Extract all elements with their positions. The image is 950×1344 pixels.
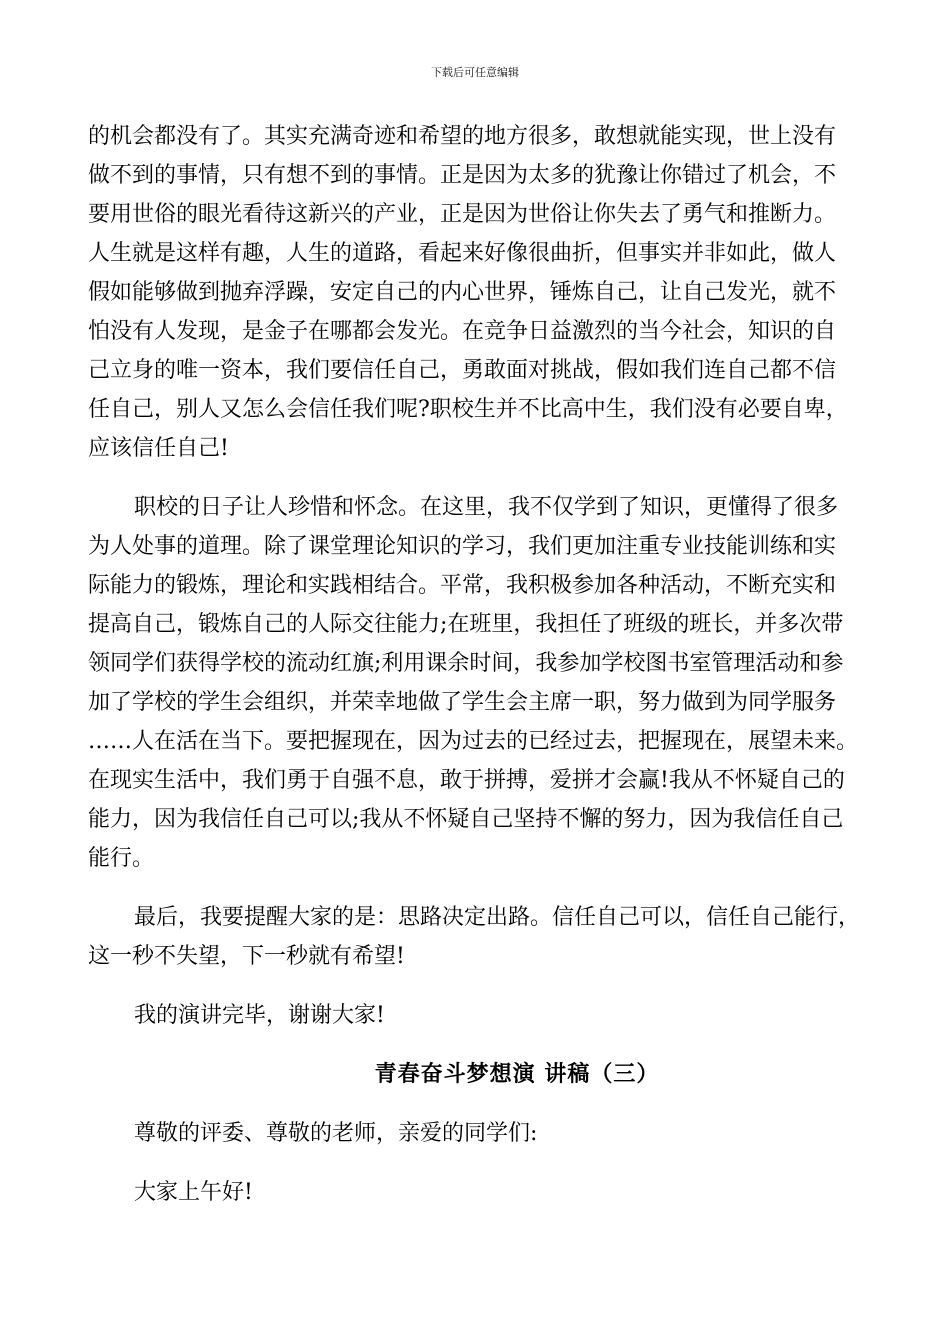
text-line: 假如能够做到抛弃浮躁，安定自己的内心世界，锤炼自己，让自己发光，就不 bbox=[88, 280, 837, 305]
text-line: 尊敬的评委、尊敬的老师，亲爱的同学们: bbox=[134, 1121, 538, 1146]
text-line: 我的演讲完毕，谢谢大家! bbox=[134, 1003, 385, 1028]
text-line: 加了学校的学生会组织，并荣幸地做了学生会主席一职，努力做到为同学服务 bbox=[88, 690, 837, 715]
paragraph-3 bbox=[88, 898, 860, 976]
text-line: 在现实生活中，我们勇于自强不息，敢于拼搏，爱拼才会赢!我从不怀疑自己的 bbox=[88, 768, 845, 793]
text-line: 最后，我要提醒大家的是：思路决定出路。信任自己可以，信任自己能行， bbox=[134, 905, 861, 930]
salutation bbox=[88, 1114, 860, 1153]
text-line: 的机会都没有了。其实充满奇迹和希望的地方很多，敢想就能实现，世上没有 bbox=[88, 124, 837, 149]
greeting bbox=[88, 1173, 860, 1212]
text-line: 怕没有人发现，是金子在哪都会发光。在竞争日益激烈的当今社会，知识的自 bbox=[88, 319, 837, 344]
text-line: 能力，因为我信任自己可以;我从不怀疑自己坚持不懈的努力，因为我信任自己 bbox=[88, 807, 844, 832]
text-line: 大家上午好! bbox=[134, 1180, 253, 1205]
document-body bbox=[88, 117, 860, 1212]
text-line: 领同学们获得学校的流动红旗;利用课余时间，我参加学校图书室管理活动和参 bbox=[88, 651, 844, 676]
text-line: 为人处事的道理。除了课堂理论知识的学习，我们更加注重专业技能训练和实 bbox=[88, 534, 837, 559]
section-heading: 青春奋斗梦想演 讲稿（三） bbox=[374, 1061, 660, 1087]
paragraph-4 bbox=[88, 996, 860, 1035]
text-line: ……人在活在当下。要把握现在，因为过去的已经过去，把握现在，展望未来。 bbox=[88, 729, 859, 754]
text-line: 要用世俗的眼光看待这新兴的产业，正是因为世俗让你失去了勇气和推断力。 bbox=[88, 202, 837, 227]
text-line: 己立身的唯一资本，我们要信任自己，勇敢面对挑战，假如我们连自己都不信 bbox=[88, 358, 837, 383]
text-line: 职校的日子让人珍惜和怀念。在这里，我不仅学到了知识，更懂得了很多 bbox=[134, 495, 839, 520]
text-line: 际能力的锻炼，理论和实践相结合。平常，我积极参加各种活动，不断充实和 bbox=[88, 573, 837, 598]
text-line: 人生就是这样有趣，人生的道路，看起来好像很曲折，但事实并非如此，做人 bbox=[88, 241, 837, 266]
page-header-note: 下载后可任意编辑 bbox=[431, 66, 519, 79]
text-line: 做不到的事情，只有想不到的事情。正是因为太多的犹豫让你错过了机会，不 bbox=[88, 163, 837, 188]
text-line: 应该信任自己! bbox=[88, 436, 229, 461]
paragraph-2 bbox=[88, 488, 860, 878]
text-line: 能行。 bbox=[88, 846, 155, 871]
text-line: 这一秒不失望，下一秒就有希望! bbox=[88, 944, 405, 969]
text-line: 任自己，别人又怎么会信任我们呢?职校生并不比高中生，我们没有必要自卑， bbox=[88, 397, 848, 422]
paragraph-1 bbox=[88, 117, 860, 468]
text-line: 提高自己，锻炼自己的人际交往能力;在班里，我担任了班级的班长，并多次带 bbox=[88, 612, 844, 637]
